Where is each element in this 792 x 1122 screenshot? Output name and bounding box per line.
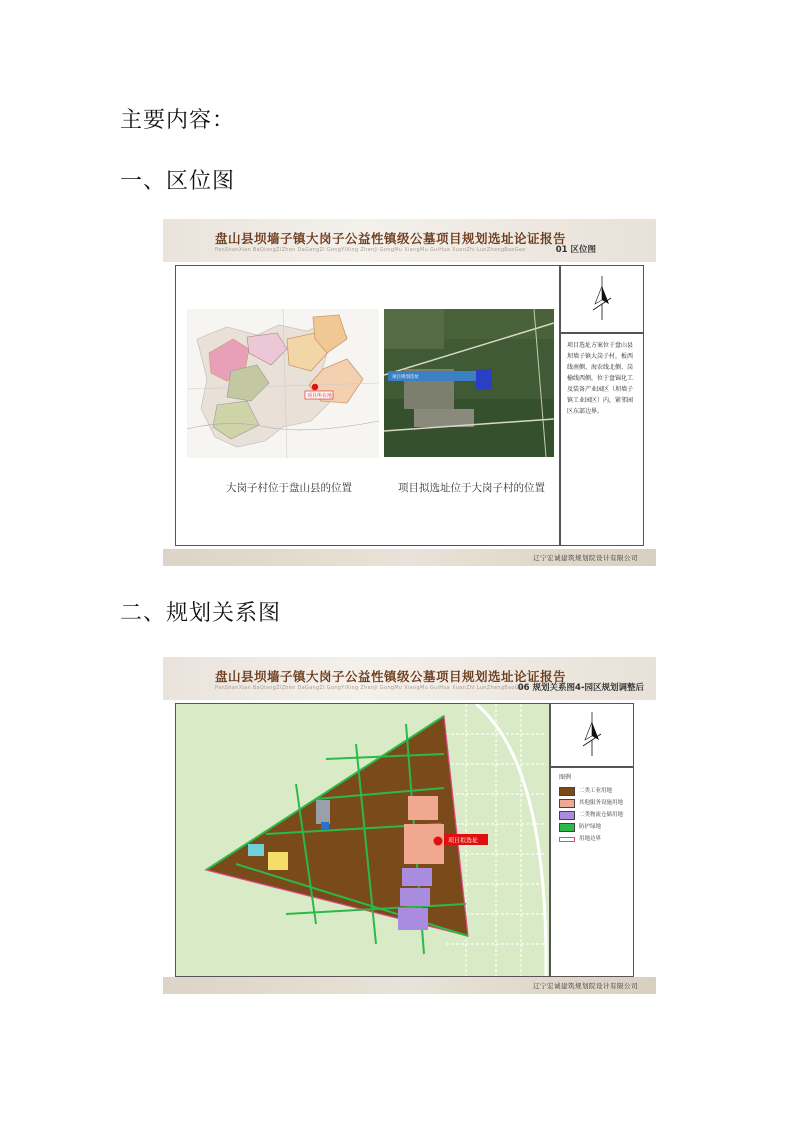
slide-subtitle: PanShanXian BaQiangZiZhen DaGangZi GongYiXing ZhenJi GongMu XiangMu GuiHua XuanZhi LunZhengBaoGao [215, 685, 526, 691]
satellite-map [384, 309, 554, 457]
footer-company: 辽宁宏诚建筑规划院设计有限公司 [533, 554, 638, 562]
location-slide [163, 219, 656, 566]
site-label: 项目规划选址 [392, 375, 419, 380]
caption-left: 大岗子村位于盘山县的位置 [226, 482, 352, 494]
legend-label: 二类物流仓储用地 [579, 812, 624, 818]
north-arrow-icon [591, 276, 613, 322]
slide-number: 01 区位图 [555, 245, 596, 255]
north-arrow-icon [581, 712, 603, 758]
legend-swatch [559, 823, 575, 832]
footer-company: 辽宁宏诚建筑规划院设计有限公司 [533, 982, 638, 990]
legend-title: 图例 [559, 774, 572, 781]
legend-swatch [559, 811, 575, 820]
legend-label: 用地边界 [579, 836, 602, 842]
slide-banner [163, 657, 656, 700]
section2-heading: 二、规划关系图 [120, 601, 282, 626]
legend-panel [550, 767, 634, 977]
project-site-marker [434, 837, 443, 846]
north-arrow-panel [560, 265, 644, 333]
legend-swatch [559, 799, 575, 808]
slide-footer [163, 977, 656, 994]
map-marker-label: 项目所在地 [307, 393, 333, 399]
slide-subtitle: PanShanXian BaQiangZiZhen DaGangZi GongYiXing ZhenJi GongMu XiangMu GuiHua XuanZhi LunZhengBaoGao [215, 247, 526, 253]
slide-main-panel [175, 265, 560, 546]
county-map [187, 309, 379, 458]
slide-footer [163, 549, 656, 566]
legend-label: 二类工业用地 [579, 788, 613, 794]
project-location-marker [312, 384, 318, 390]
legend-swatch [559, 787, 575, 796]
slide-title: 盘山县坝墙子镇大岗子公益性镇级公墓项目规划选址论证报告 [215, 231, 567, 246]
planning-slide [163, 657, 656, 994]
slide-title: 盘山县坝墙子镇大岗子公益性镇级公墓项目规划选址论证报告 [215, 669, 567, 684]
slide-number: 06 规划关系图4-园区规划调整后 [517, 683, 644, 693]
slide-main-panel [175, 703, 550, 977]
description-panel [560, 333, 644, 546]
legend-swatch [559, 837, 575, 842]
main-heading: 主要内容： [120, 108, 236, 133]
legend-label: 防护绿地 [579, 824, 602, 830]
north-arrow-panel [550, 703, 634, 767]
slide-banner [163, 219, 656, 262]
legend-label: 其他服务设施用地 [579, 800, 624, 806]
planning-map [176, 704, 549, 976]
section1-heading: 一、区位图 [120, 169, 236, 194]
map-marker-label: 项目拟选址 [448, 837, 479, 845]
caption-right: 项目拟选址位于大岗子村的位置 [398, 482, 545, 494]
project-description: 项目选址方案位于盘山县坝墙子镇大岗子村，板西线南侧、海农线北侧、岗榆线西侧，位于盘锦化工及装备产业园区（坝墙子镇工业园区）内，紧邻园区东部边界。 [567, 342, 634, 415]
